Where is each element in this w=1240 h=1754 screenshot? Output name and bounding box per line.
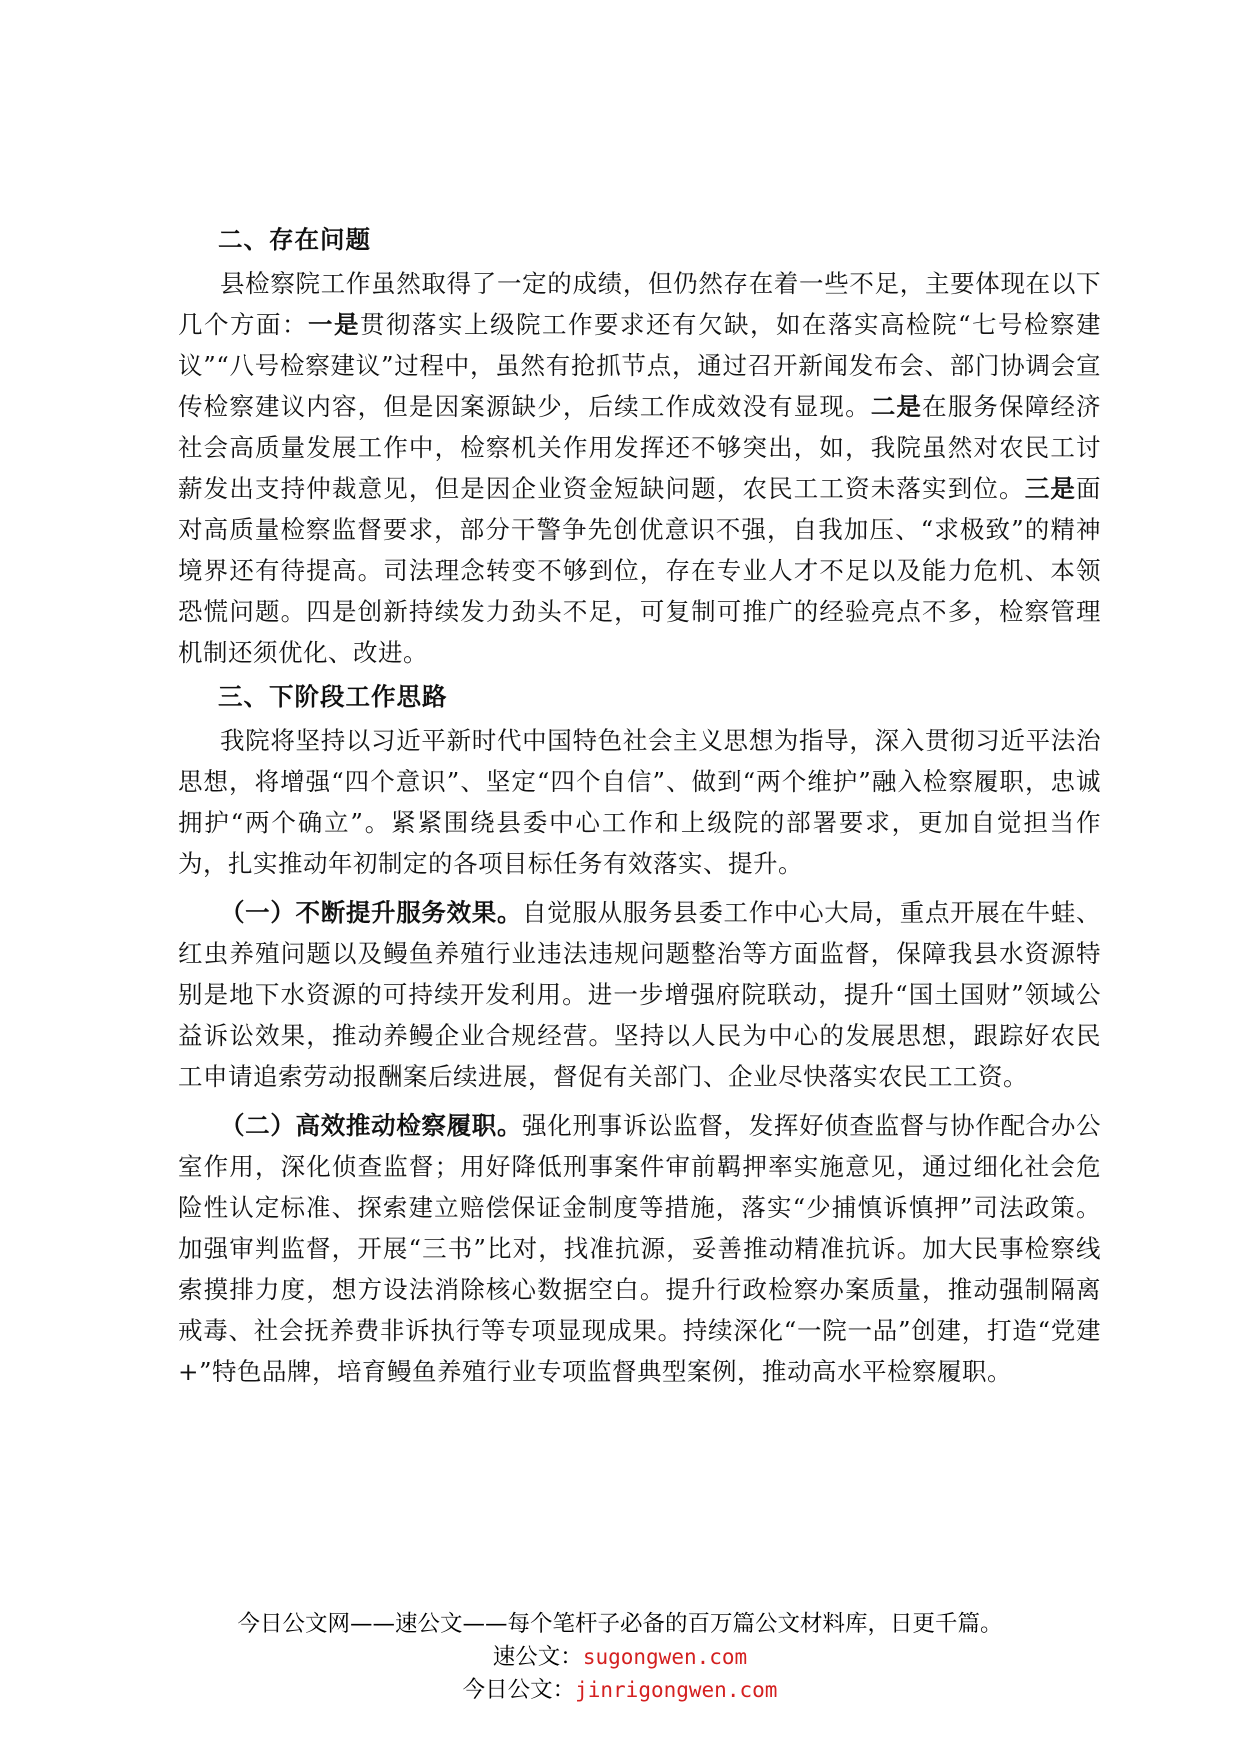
footer-label-jinrigongwen: 今日公文：	[462, 1677, 576, 1703]
problems-first: 贯彻落实上级院工作要求还有欠缺，如在落实高检院“七号检察建议”“八号检察建议”过程中，虽然有抢抓节点，通过召开新闻发布会、部门协调会宣传检察建议内容，但是因案源缺少，后续工作成效没有显现。	[178, 310, 1101, 421]
paragraph-problems	[178, 263, 1101, 673]
problems-second: 在服务保障经济社会高质量发展工作中，检察机关作用发挥还不够突出，如，我院虽然对农民工讨薪发出支持仲裁意见，但是因企业资金短缺问题，农民工工资未落实到位。	[178, 392, 1102, 503]
section-heading-problems: 二、存在问题	[218, 225, 371, 254]
footer-line-sugongwen	[0, 1641, 1240, 1674]
footer-slogan: 今日公文网——速公文——每个笔杆子必备的百万篇公文材料库，日更千篇。	[237, 1611, 1003, 1637]
link-jinrigongwen[interactable]: jinrigongwen.com	[575, 1678, 778, 1702]
footer-label-sugongwen: 速公文：	[492, 1644, 583, 1670]
subheading-service-effect: （一）不断提升服务效果。	[220, 898, 523, 927]
service-effect-text: 自觉服从服务县委工作中心大局，重点开展在牛蛙、红虫养殖问题以及鳗鱼养殖行业违法违规问题整治等方面监督，保障我县水资源特别是地下水资源的可持续开发利用。进一步增强府院联动，提升“国土国财”领域公益诉讼效果，推动养鳗企业合规经营。坚持以人民为中心的发展思想，跟踪好农民工申请追索劳动报酬案后续进展，督促有关部门、企业尽快落实农民工工资。	[178, 898, 1102, 1091]
problems-intro: 县检察院工作虽然取得了一定的成绩，但仍然存在着一些不足，主要体现在以下几个方面：	[178, 269, 1101, 339]
procuratorial-duty-text: 强化刑事诉讼监督，发挥好侦查监督与协作配合办公室作用，深化侦查监督；用好降低刑事案件审前羁押率实施意见，通过细化社会危险性认定标准、探索建立赔偿保证金制度等措施，落实“少捕慎诉慎押”司法政策。加强审判监督，开展“三书”比对，找准抗源，妥善推动精准抗诉。加大民事检察线索摸排力度，想方设法消除核心数据空白。提升行政检察办案质量，推动强制隔离戒毒、社会抚养费非诉执行等专项显现成果。持续深化“一院一品”创建，打造“党建+”特色品牌，培育鳗鱼养殖行业专项监督典型案例，推动高水平检察履职。	[178, 1111, 1102, 1386]
subheading-procuratorial-duty: （二）高效推动检察履职。	[220, 1111, 523, 1140]
keyword-second: 二是	[870, 392, 923, 421]
section-heading-next-steps: 三、下阶段工作思路	[218, 682, 448, 711]
paragraph-next-steps-intro: 我院将坚持以习近平新时代中国特色社会主义思想为指导，深入贯彻习近平法治思想，将增强“四个意识”、坚定“四个自信”、做到“两个维护”融入检察履职，忠诚拥护“两个确立”。紧紧围绕县委中心工作和上级院的部署要求，更加自觉担当作为，扎实推动年初制定的各项目标任务有效落实、提升。	[178, 726, 1101, 878]
problems-third: 面对高质量检察监督要求，部分干警争先创优意识不强，自我加压、“求极致”的精神境界还有待提高。司法理念转变不够到位，存在专业人才不足以及能力危机、本领恐慌问题。四是创新持续发力劲头不足，可复制可推广的经验亮点不多，检察管理机制还须优化、改进。	[178, 474, 1102, 667]
footer-line-jinrigongwen	[0, 1674, 1240, 1707]
footer-banner	[0, 1608, 1240, 1707]
keyword-first: 一是	[308, 310, 360, 339]
paragraph-service-effect	[178, 892, 1101, 1097]
paragraph-procuratorial-duty	[178, 1105, 1101, 1392]
keyword-third: 三是	[1024, 474, 1077, 503]
document-body	[178, 219, 1101, 1395]
link-sugongwen[interactable]: sugongwen.com	[582, 1645, 748, 1669]
